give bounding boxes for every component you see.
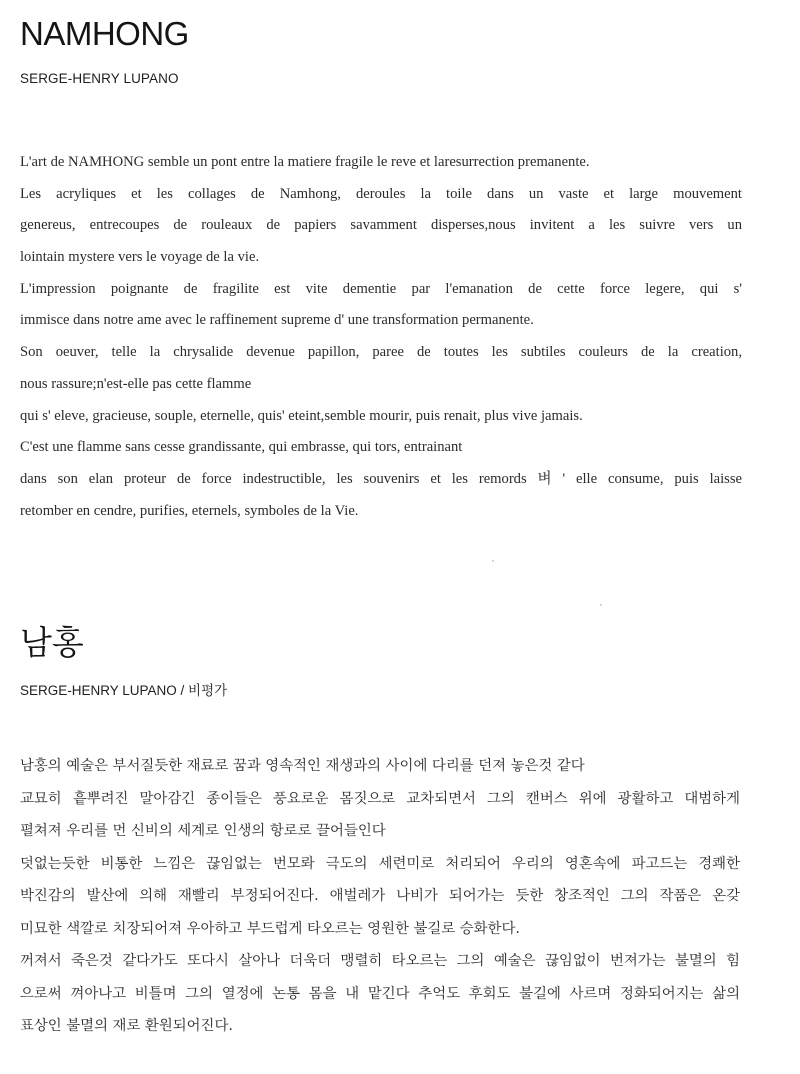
- french-essay-line: nous rassure;n'est-elle pas cette flamme: [20, 375, 252, 392]
- korean-essay-line: 으로써 껴아나고 비틀며 그의 열정에 논통 몸을 내 맡긴다 추억도 후회도 불길에 사르며 정화되어지는 삶의: [20, 985, 740, 1002]
- french-essay-line: qui s' eleve, gracieuse, souple, eternelle, quis' eteint,semble mourir, puis renait, plus vive jamais.: [20, 407, 583, 424]
- korean-essay-line: 교묘히 흩뿌려진 말아감긴 종이들은 풍요로운 몸짓으로 교차되면서 그의 캔버스 위에 광활하고 대범하게: [20, 790, 740, 807]
- korean-essay-line: 표상인 불멸의 재로 환원되어진다.: [20, 1018, 233, 1034]
- korean-author: SERGE-HENRY LUPANO / 비평가: [20, 683, 228, 698]
- french-essay-line: retomber en cendre, purifies, eternels, symboles de la Vie.: [20, 502, 359, 519]
- french-essay: [20, 148, 742, 528]
- korean-essay-line: 남홍의 예술은 부서질듯한 재료로 꿈과 영속적인 재생과의 사이에 다리를 던져 놓은것 같다: [20, 758, 585, 774]
- korean-essay-line: 미묘한 색깔로 치장되어져 우아하고 부드럽게 타오르는 영원한 불길로 승화한다.: [20, 920, 520, 937]
- korean-title: 남홍: [20, 623, 84, 662]
- french-essay-line: lointain mystere vers le voyage de la vie.: [20, 249, 260, 266]
- french-essay-line: C'est une flamme sans cesse grandissante, qui embrasse, qui tors, entrainant: [20, 439, 463, 456]
- french-essay-line: genereus, entrecoupes de rouleaux de papiers savamment disperses,nous invitent a les suivre vers un: [20, 217, 742, 234]
- paper-speck: [600, 604, 602, 606]
- french-essay-line: L'art de NAMHONG semble un pont entre la matiere fragile le reve et laresurrection premanente.: [20, 154, 590, 170]
- french-essay-line: L'impression poignante de fragilite est vite dementie par l'emanation de cette force legere, qui s': [20, 280, 742, 297]
- korean-essay-line: 꺼져서 죽은것 같다가도 또다시 살아나 더욱더 맹렬히 타오르는 그의 예술은 끊임없이 번져가는 불멸의 힘: [20, 953, 740, 969]
- korean-essay-line: 박진감의 발산에 의해 재빨리 부정되어진다. 애벌레가 나비가 되어가는 듯한 창조적인 그의 작품은 온갖: [20, 888, 740, 904]
- french-author: SERGE-HENRY LUPANO: [20, 71, 179, 86]
- french-essay-line: Les acryliques et les collages de Namhong, deroules la toile dans un vaste et large mouvement: [20, 185, 742, 202]
- french-title: NAMHONG: [20, 15, 189, 52]
- french-essay-line: immisce dans notre ame avec le raffinement supreme d' une transformation permanente.: [20, 312, 534, 329]
- korean-essay-line: 펼쳐져 우리를 먼 신비의 세계로 인생의 항로로 끌어들인다: [20, 823, 386, 839]
- french-essay-line: Son oeuver, telle la chrysalide devenue papillon, paree de toutes les subtiles couleurs de la creation,: [20, 344, 742, 361]
- paper-speck: [492, 560, 494, 562]
- korean-essay-line: 덧없는듯한 비통한 느낌은 끊임없는 번모롸 극도의 세련미로 처리되어 우리의 영혼속에 파고드는 경쾌한: [20, 855, 740, 872]
- korean-essay: [20, 752, 740, 1045]
- french-essay-line: dans son elan proteur de force indestructible, les souvenirs et les remords 벼 ' elle consume, puis laisse: [20, 470, 742, 487]
